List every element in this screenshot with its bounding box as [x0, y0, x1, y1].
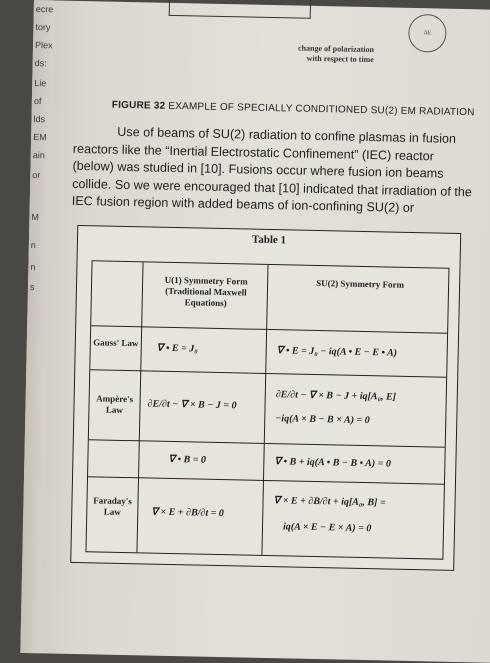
law-faraday: Faraday's Law	[93, 495, 132, 517]
gauss-magnetism-su2: ∇ • B + iq(A • B − B • A) = 0	[274, 456, 391, 470]
margin-fragment: Plex	[34, 40, 53, 51]
margin-fragment: n	[30, 261, 36, 273]
figure-caption	[112, 100, 475, 119]
gauss-u1: ∇ • E = J₀	[156, 342, 198, 355]
polarization-circle	[408, 14, 447, 53]
margin-fragment: ds:	[34, 58, 47, 69]
margin-fragment: M	[31, 211, 40, 223]
faraday-su2-line-2: iq(A × E − E × A) = 0	[282, 521, 372, 535]
figure-annotation-line-1: change of polarization	[297, 43, 375, 55]
circle-label: ΔE	[423, 30, 432, 37]
gauss-magnetism-u1: ∇ • B = 0	[168, 453, 207, 466]
table-1	[70, 225, 461, 571]
margin-fragment: s	[29, 281, 35, 293]
figure-caption-text: EXAMPLE OF SPECIALLY CONDITIONED SU(2) EM RADIATION	[168, 100, 475, 119]
figure-annotation	[298, 44, 374, 66]
ampere-su2-line-2: −iq(A × B − B × A) = 0	[275, 413, 370, 427]
margin-fragment: ecre	[35, 4, 54, 15]
law-gauss: Gauss' Law	[93, 337, 139, 349]
header-u1: U(1) Symmetry Form (Traditional Maxwell Equations)	[164, 274, 248, 309]
margin-fragment: tory	[35, 22, 51, 33]
ampere-u1: ∂E/∂t − ∇ × B − J = 0	[147, 398, 237, 412]
table-title: Table 1	[251, 233, 287, 247]
margin-fragment: Lie	[34, 78, 47, 89]
table-grid	[85, 260, 449, 559]
faraday-su2-line-1: ∇ × E + ∂B/∂t + iq[A₀, B] =	[273, 495, 386, 509]
figure-32	[123, 2, 454, 77]
previous-page-edge	[20, 0, 54, 653]
body-paragraph	[72, 123, 474, 219]
faraday-u1: ∇ × E + ∂B/∂t = 0	[151, 506, 224, 520]
figure-frame	[169, 0, 311, 19]
margin-fragment: EM	[33, 132, 47, 143]
margin-fragment: n	[30, 239, 36, 251]
margin-fragment: ain	[32, 150, 45, 161]
figure-label: FIGURE 32	[111, 99, 166, 112]
gauss-su2: ∇ • E = J₀ − iq(A • E − E • A)	[276, 345, 398, 359]
figure-annotation-line-2: with respect to time	[306, 53, 374, 65]
ampere-su2-line-1: ∂E/∂t − ∇ × B − J + iq[A₀, E]	[275, 389, 397, 403]
header-su2: SU(2) Symmetry Form	[316, 277, 405, 290]
paragraph-text: Use of beams of SU(2) radiation to confine plasmas in fusion reactors like the “Inertial Electrostatic Confinement” (IEC) reactor (below) was studied in [10]. Fusions occur where fusion ion beams collide. So we were encouraged that [10] indicated that irradiation of the IEC fusion region with added beams of ion-confining SU(2) or	[71, 124, 472, 216]
margin-fragment: lds	[33, 114, 46, 125]
margin-fragment: of	[33, 96, 42, 107]
book-page	[20, 0, 490, 663]
law-ampere: Ampère's Law	[96, 393, 134, 415]
margin-fragment: or	[32, 170, 41, 181]
